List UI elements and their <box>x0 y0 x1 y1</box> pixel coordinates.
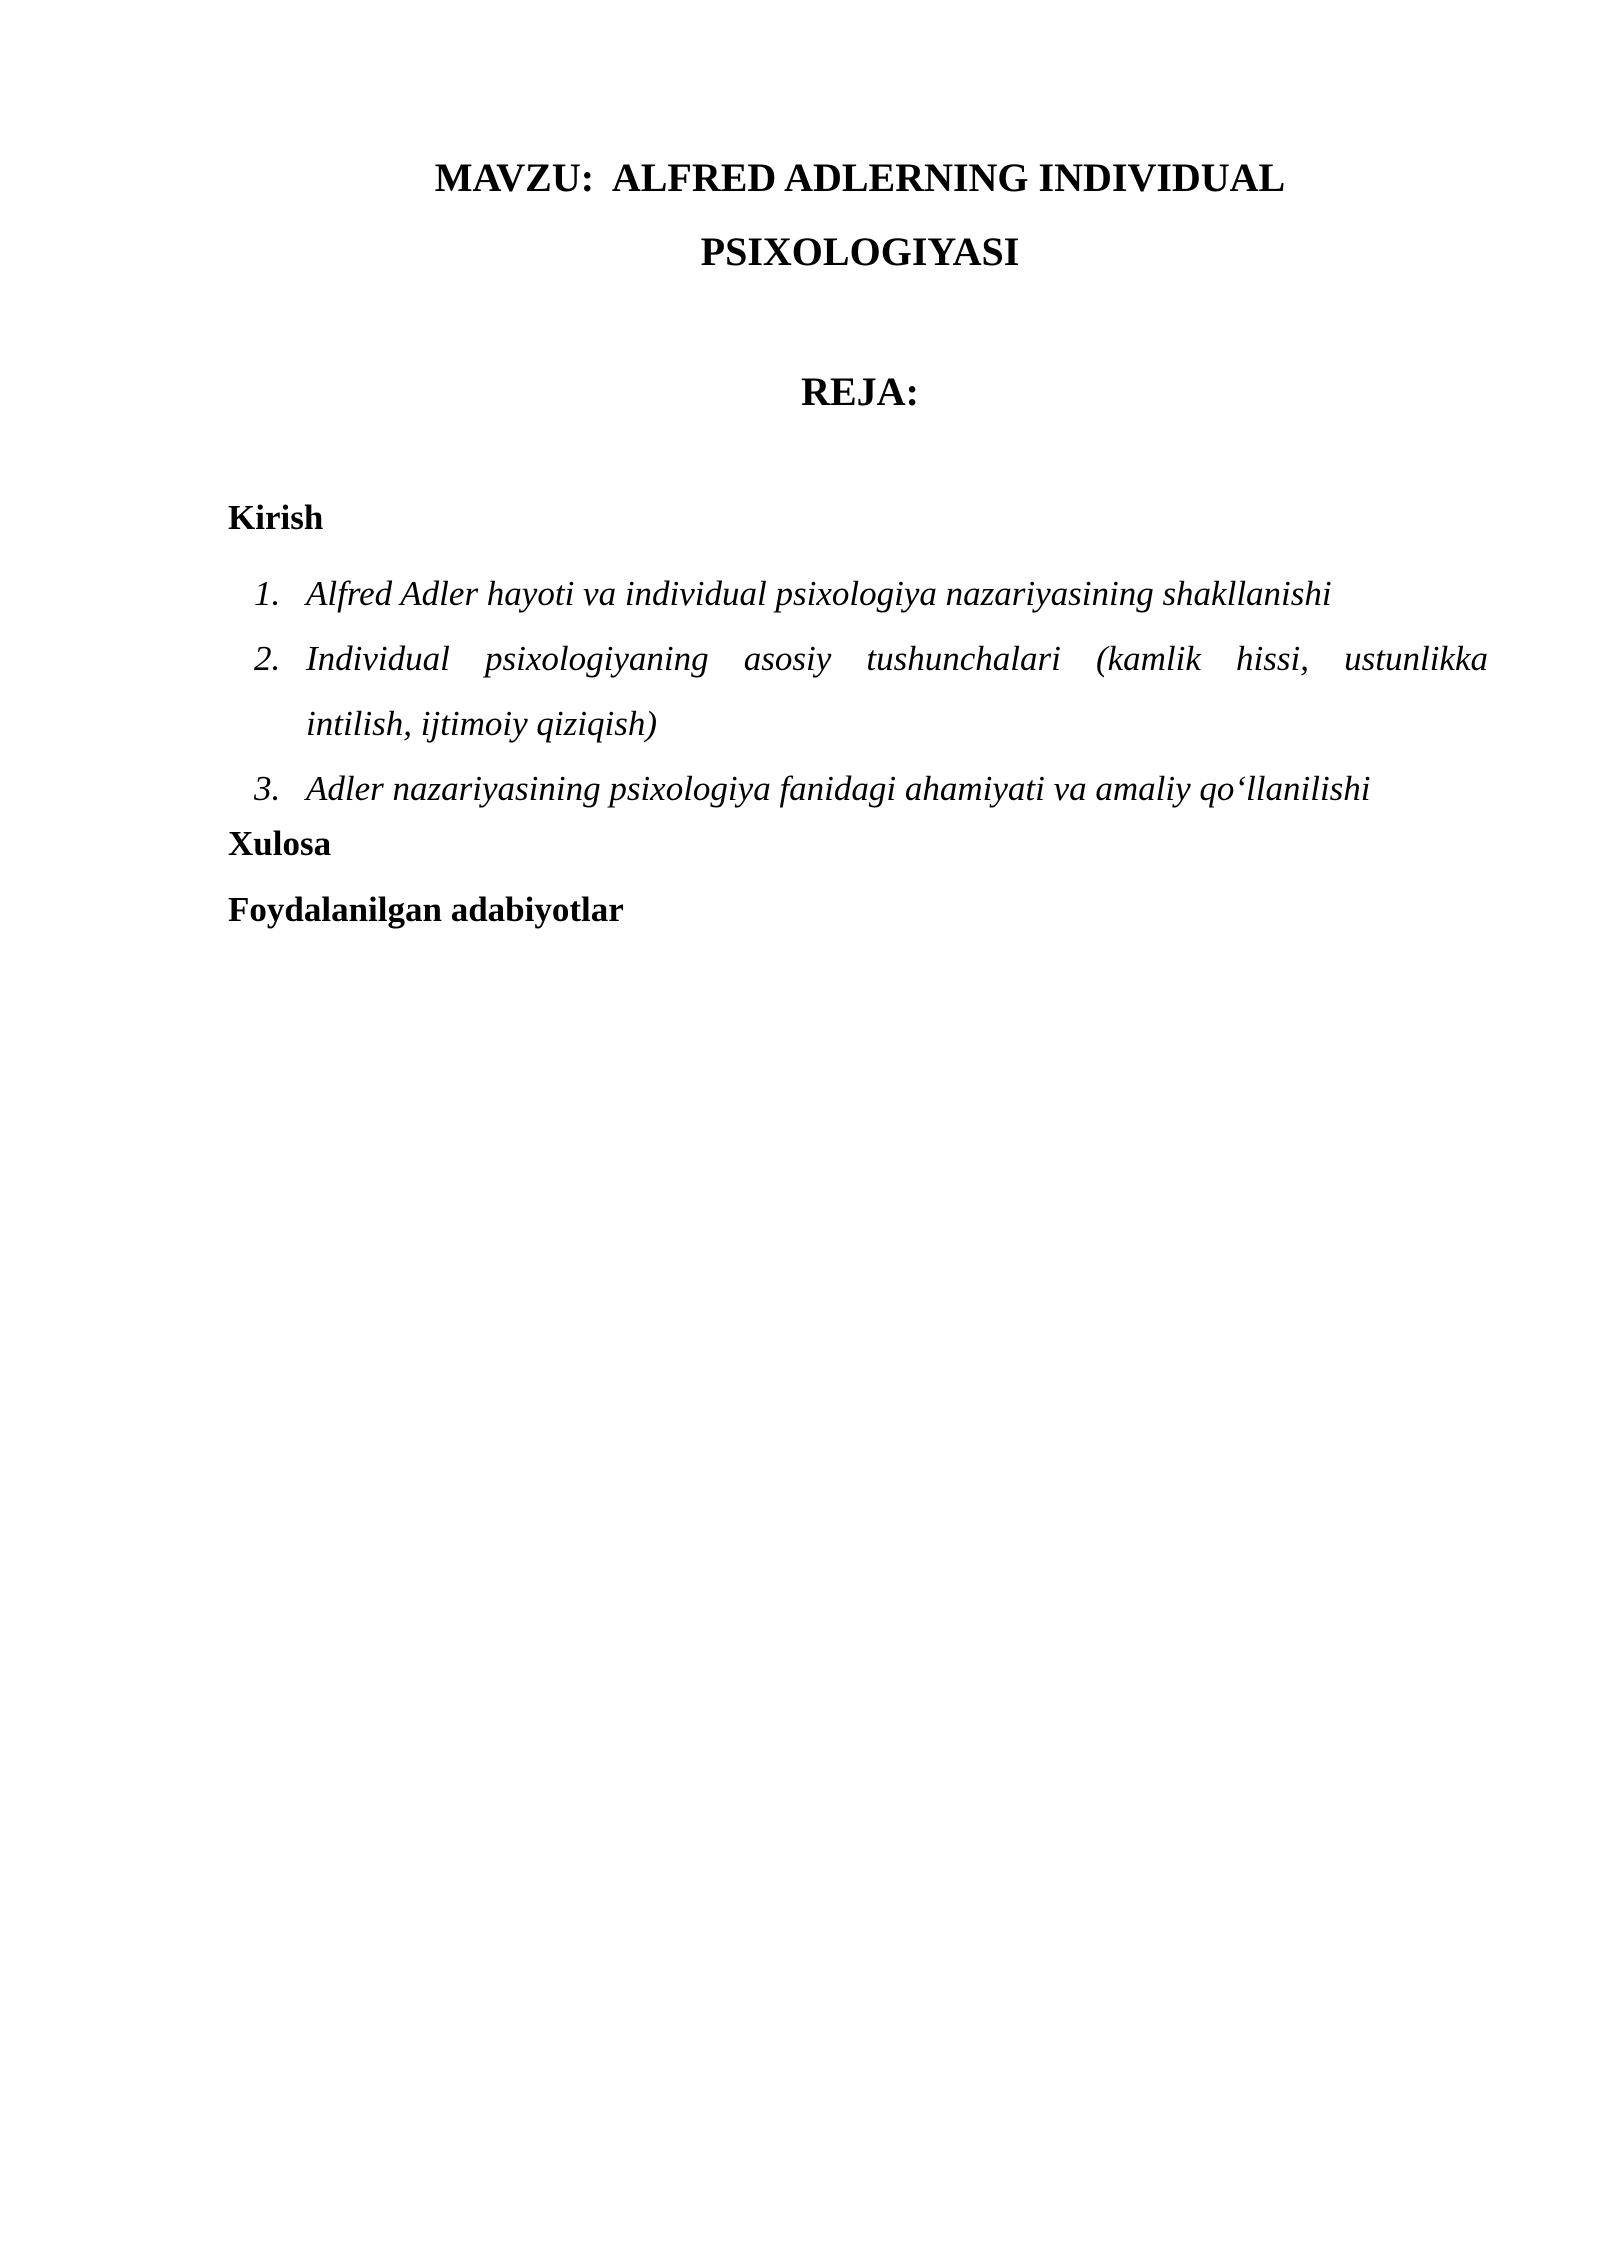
plan-item-number: 3. <box>254 769 281 808</box>
plan-item-1 <box>254 561 1488 626</box>
plan-item-text: Adler nazariyasining psixologiya fanidagi ahamiyati va amaliy qo‘llanilishi <box>306 769 1371 808</box>
conclusion-heading: Xulosa <box>228 824 332 863</box>
plan-item-text: Alfred Adler hayoti va individual psixologiya nazariyasining shakllanishi <box>306 574 1332 613</box>
references-heading: Foydalanilgan adabiyotlar <box>228 890 624 929</box>
plan-item-number: 2. <box>254 639 281 678</box>
plan-heading: REJA: <box>801 369 919 414</box>
plan-item-text <box>306 626 1488 756</box>
title-line-2: PSIXOLOGIYASI <box>700 229 1020 274</box>
intro-heading: Kirish <box>228 498 324 537</box>
plan-list <box>254 561 1488 821</box>
plan-item-3 <box>254 756 1488 821</box>
plan-item-text-line-2: intilish, ijtimoiy qiziqish) <box>306 704 657 743</box>
plan-item-number: 1. <box>254 574 281 613</box>
plan-item-text-line-1: Individual psixologiyaning asosiy tushunchalari (kamlik hissi, ustunlikka <box>306 639 1488 678</box>
plan-item-2 <box>254 626 1488 756</box>
title-line-1: MAVZU: ALFRED ADLERNING INDIVIDUAL <box>434 155 1286 200</box>
